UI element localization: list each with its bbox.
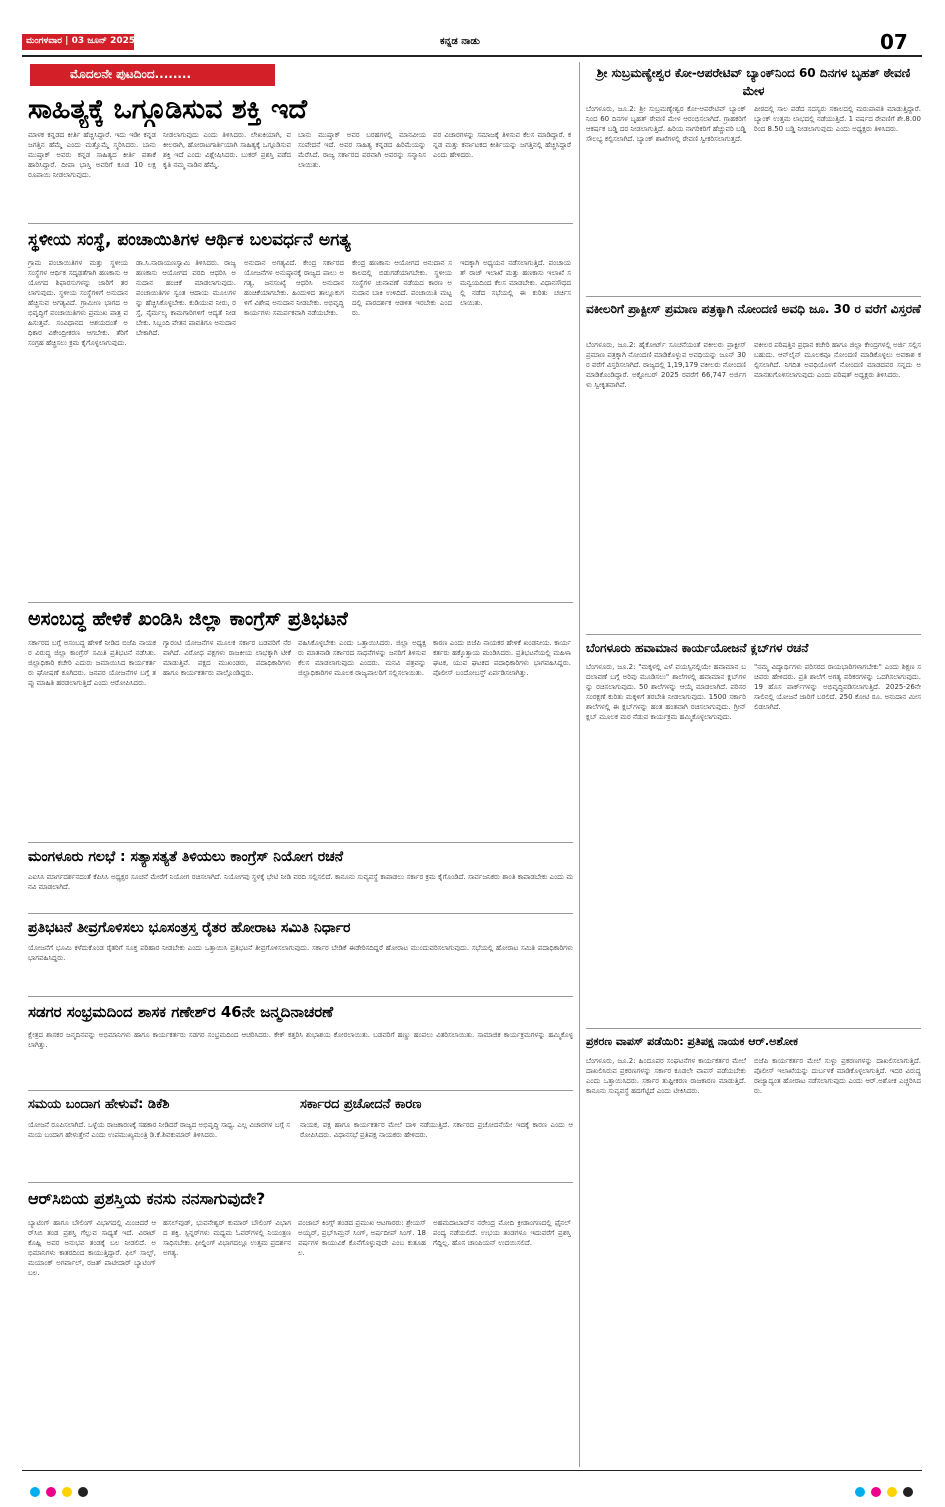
a9-col1: ಬ್ಯಾಟಿಂಗ್ ಹಾಗೂ ಬೌಲಿಂಗ್ ವಿಭಾಗದಲ್ಲಿ ಮಿಂಚಿದರೆ ಆರ್‌ಸಿಬಿ ತಂಡ ಪ್ರಶಸ್ತಿ ಗೆಲ್ಲುವ ಸಾಧ್ಯತೆ ಇದೆ. ವಿರಾಟ್ ಕೊಹ್ಲಿ ಅವರ ಅನುಭವ ತಂಡಕ್ಕೆ ಬಲ ನೀಡಲಿದೆ. ಅಭಿಮಾನಿಗಳು ಕಾತರದಿಂದ ಕಾಯುತ್ತಿದ್ದಾರೆ. ಫಿಲ್ ಸಾಲ್ಟ್, ಮಯಾಂಕ್ ಅಗರ್ವಾಲ್, ರಜತ್ ಪಾಟೀದಾರ್ ಬ್ಯಾಟಿಂಗ್ ಬಲ. bbox=[28, 1219, 156, 1277]
a2-col1: ಗ್ರಾಮ ಪಂಚಾಯಿತಿಗಳ ಮತ್ತು ಸ್ಥಳೀಯ ಸಂಸ್ಥೆಗಳ ಆರ್ಥಿಕ ಸದೃಢತೆಗಾಗಿ ಹಣಕಾಸು ಆಯೋಗದ ಶಿಫಾರಸುಗಳನ್ನು ಜಾರಿಗೆ ತರಲಾಗುವುದು. ಸ್ಥಳೀಯ ಸಂಸ್ಥೆಗಳಿಗೆ ಅನುದಾನ ಹೆಚ್ಚಿಸುವ ಅಗತ್ಯವಿದೆ. ಗ್ರಾಮೀಣ ಭಾಗದ ಅಭಿವೃದ್ಧಿಗೆ ಪಂಚಾಯಿತಿಗಳು ಪ್ರಮುಖ ಪಾತ್ರ ವಹಿಸುತ್ತವೆ. ಸಂವಿಧಾನದ ಆಶಯದಂತೆ ಅಧಿಕಾರ ವಿಕೇಂದ್ರೀಕರಣ ಆಗಬೇಕು. ತೆರಿಗೆ ಸಂಗ್ರಹ ಹೆಚ್ಚಿಸಲು ಕ್ರಮ ಕೈಗೊಳ್ಳಲಾಗುವುದು. bbox=[28, 259, 128, 347]
yellow-mark bbox=[887, 1487, 897, 1497]
a1-col1: ಮಾಳಕ ಕನ್ನಡದ ಕೀರ್ತಿ ಹೆಚ್ಚಿಸಿದ್ದಾರೆ. ಇದು ಇಡೀ ಕನ್ನಡ ಜಗತ್ತಿನ ಹೆಮ್ಮೆ ಎಂದು ಮತ್ತೊಮ್ಮೆ ಸ್ಮರಿಸಿದರು. ಬಾನು ಮುಷ್ತಾಕ್ ಅವರು ಕನ್ನಡ ಸಾಹಿತ್ಯದ ಕೀರ್ತಿ ಪತಾಕೆ ಹಾರಿಸಿದ್ದಾರೆ. ದೀಪಾ ಭಾಸ್ತಿ ಅವರಿಗೆ ಕೂಡ 10 ಲಕ್ಷ ರೂಪಾಯಿ ನೀಡಲಾಗುವುದು. bbox=[28, 131, 156, 179]
a3-col1: ಸರ್ಕಾರದ ಬಗ್ಗೆ ಅಸಂಬದ್ಧ ಹೇಳಿಕೆ ನೀಡಿದ ಬಿಜೆಪಿ ನಾಯಕರ ವಿರುದ್ಧ ಜಿಲ್ಲಾ ಕಾಂಗ್ರೆಸ್ ಸಮಿತಿ ಪ್ರತಿಭಟನೆ ನಡೆಸಿತು. ಜಿಲ್ಲಾಧಿಕಾರಿ ಕಚೇರಿ ಎದುರು ಜಮಾಯಿಸಿದ ಕಾರ್ಯಕರ್ತರು ಘೋಷಣೆ ಕೂಗಿದರು. ಜನಪರ ಯೋಜನೆಗಳ ಬಗ್ಗೆ ತಪ್ಪು ಮಾಹಿತಿ ಹರಡಲಾಗುತ್ತಿದೆ ಎಂದು ಆರೋಪಿಸಿದರು. bbox=[28, 639, 156, 687]
a11-col2: ವಕೀಲರ ಪರಿಷತ್ತಿನ ಪ್ರಧಾನ ಕಚೇರಿ ಹಾಗೂ ಜಿಲ್ಲಾ ಕೇಂದ್ರಗಳಲ್ಲಿ ಅರ್ಜಿ ಸಲ್ಲಿಸಬಹುದು. ಆನ್‌ಲೈನ್ ಮೂಲಕವೂ ನೋಂದಣಿ ಮಾಡಿಕೊಳ್ಳಲು ಅವಕಾಶ ಕಲ್ಪಿಸಲಾಗಿದೆ. ನಿಗದಿತ ಅವಧಿಯೊಳಗೆ ನೋಂದಣಿ ಮಾಡದವರ ಸನ್ನದು ಅಮಾನತುಗೊಳಿಸಲಾಗುವುದು ಎಂದು ಪರಿಷತ್ ಅಧ್ಯಕ್ಷರು ತಿಳಿಸಿದರು. bbox=[754, 341, 921, 379]
masthead-paper-name: ಕನ್ನಡ ನಾಡು bbox=[440, 36, 480, 47]
a9-col2: ಹಸಲ್‌ವುಡ್, ಭುವನೇಶ್ವರ್ ಕುಮಾರ್ ಬೌಲಿಂಗ್ ವಿಭಾಗದ ಶಕ್ತಿ. ಸ್ಪಿನ್ನರ್‌ಗಳು ಮಧ್ಯಮ ಓವರ್‌ಗಳಲ್ಲಿ ನಿಯಂತ್ರಣ ಸಾಧಿಸಬೇಕು. ಫೀಲ್ಡಿಂಗ್ ವಿಭಾಗದಲ್ಲೂ ಉತ್ತಮ ಪ್ರದರ್ಶನ ಅಗತ್ಯ. bbox=[163, 1219, 291, 1257]
a3-col3: ವಹಿಸಿಕೊಳ್ಳಬೇಕು ಎಂದು ಒತ್ತಾಯಿಸಿದರು. ಜಿಲ್ಲಾ ಅಧ್ಯಕ್ಷರು ಮಾತನಾಡಿ ಸರ್ಕಾರದ ಸಾಧನೆಗಳನ್ನು ಜನರಿಗೆ ತಿಳಿಸುವ ಕೆಲಸ ಮಾಡಲಾಗುವುದು ಎಂದರು. ಮನವಿ ಪತ್ರವನ್ನು ಜಿಲ್ಲಾಧಿಕಾರಿಗಳ ಮೂಲಕ ರಾಜ್ಯಪಾಲರಿಗೆ ಸಲ್ಲಿಸಲಾಯಿತು. bbox=[298, 639, 426, 677]
a10-col1: ಬೆಂಗಳೂರು, ಜೂ.2: ಶ್ರೀ ಸುಬ್ರಮಣ್ಯೇಶ್ವರ ಕೋ-ಆಪರೇಟಿವ್ ಬ್ಯಾಂಕ್ ನಿಂದ 60 ದಿನಗಳ ಬೃಹತ್ ಠೇವಣಿ ಮೇಳ ಆರಂಭಿಸಲಾಗಿದೆ. ಗ್ರಾಹಕರಿಗೆ ಆಕರ್ಷಕ ಬಡ್ಡಿ ದರ ನೀಡಲಾಗುತ್ತಿದೆ. ಹಿರಿಯ ನಾಗರಿಕರಿಗೆ ಹೆಚ್ಚುವರಿ ಬಡ್ಡಿ ಸೌಲಭ್ಯ ಕಲ್ಪಿಸಲಾಗಿದೆ. ಬ್ಯಾಂಕ್ ಶಾಖೆಗಳಲ್ಲಿ ಠೇವಣಿ ಸ್ವೀಕರಿಸಲಾಗುತ್ತದೆ. bbox=[586, 105, 746, 143]
a9-col4: ಅಹಮದಾಬಾದ್‌ನ ನರೇಂದ್ರ ಮೋದಿ ಕ್ರೀಡಾಂಗಣದಲ್ಲಿ ಫೈನಲ್ ಪಂದ್ಯ ನಡೆಯಲಿದೆ. ಉಭಯ ತಂಡಗಳೂ ಇದುವರೆಗೆ ಪ್ರಶಸ್ತಿ ಗೆದ್ದಿಲ್ಲ. ಹೊಸ ಚಾಂಪಿಯನ್ ಉದಯಿಸಲಿದೆ. bbox=[433, 1219, 571, 1247]
a2-col5: ಇದಕ್ಕಾಗಿ ಅಧ್ಯಯನ ನಡೆಸಲಾಗುತ್ತಿದೆ. ಪಂಚಾಯತ್ ರಾಜ್ ಇಲಾಖೆ ಮತ್ತು ಹಣಕಾಸು ಇಲಾಖೆ ಸಮನ್ವಯದಿಂದ ಕೆಲಸ ಮಾಡಬೇಕು. ವಿಧಾನಸೌಧದಲ್ಲಿ ನಡೆದ ಸಭೆಯಲ್ಲಿ ಈ ಕುರಿತು ಚರ್ಚಿಸಲಾಯಿತು. bbox=[460, 259, 571, 307]
a1-col4: ಪರ ವಿಚಾರಗಳನ್ನು ಸಮಾಜಕ್ಕೆ ತಿಳಿಸುವ ಕೆಲಸ ಮಾಡಿದ್ದಾರೆ. ಕನ್ನಡ ಮತ್ತು ಕರ್ನಾಟಕದ ಕೀರ್ತಿಯನ್ನು ಜಗತ್ತಿನಲ್ಲಿ ಹೆಚ್ಚಿಸಿದ್ದಾರೆ ಎಂದು ಹೇಳಿದರು. bbox=[433, 131, 571, 159]
a3-headline: ಅಸಂಬದ್ಧ ಹೇಳಿಕೆ ಖಂಡಿಸಿ ಜಿಲ್ಲಾ ಕಾಂಗ್ರೆಸ್ ಪ್ರತಿಭಟನೆ bbox=[28, 608, 348, 630]
divider bbox=[586, 296, 921, 297]
a9-col3: ಪಂಜಾಬ್ ಕಿಂಗ್ಸ್ ತಂಡದ ಪ್ರಮುಖ ಆಟಗಾರರು: ಶ್ರೇಯಸ್ ಅಯ್ಯರ್, ಪ್ರಭ್‌ಸಿಮ್ರನ್ ಸಿಂಗ್, ಅರ್ಷದೀಪ್ ಸಿಂಗ್. 18 ವರ್ಷಗಳ ಕಾಯುವಿಕೆ ಕೊನೆಗೊಳ್ಳುವುದೇ ಎಂಬ ಕುತೂಹಲ. bbox=[298, 1219, 426, 1257]
magenta-mark bbox=[46, 1487, 56, 1497]
a2-headline: ಸ್ಥಳೀಯ ಸಂಸ್ಥೆ, ಪಂಚಾಯಿತಿಗಳ ಆರ್ಥಿಕ ಬಲವರ್ಧನೆ ಅಗತ್ಯ bbox=[28, 230, 351, 250]
black-mark bbox=[78, 1487, 88, 1497]
a1-headline: ಸಾಹಿತ್ಯಕ್ಕೆ ಒಗ್ಗೂಡಿಸುವ ಶಕ್ತಿ ಇದೆ bbox=[28, 94, 308, 125]
a7-body: ಯೋಜನೆ ರೂಪಿಸಲಾಗಿದೆ. ಒಳ್ಳೆಯ ರಾಜಕಾರಣಕ್ಕೆ ಸಹಕಾರ ನೀಡಿದರೆ ರಾಜ್ಯದ ಅಭಿವೃದ್ಧಿ ಸಾಧ್ಯ. ಎಲ್ಲ ವಿಚಾರಗಳ ಬಗ್ಗೆ ಸಮಯ ಬಂದಾಗ ಹೇಳುತ್ತೇನೆ ಎಂದು ಉಪಮುಖ್ಯಮಂತ್ರಿ ಡಿ.ಕೆ.ಶಿವಕುಮಾರ್ ತಿಳಿಸಿದರು. bbox=[28, 1121, 290, 1139]
masthead-rule bbox=[22, 55, 922, 57]
cyan-mark bbox=[30, 1487, 40, 1497]
footer-rule bbox=[22, 1470, 922, 1471]
divider bbox=[28, 842, 573, 843]
divider bbox=[28, 223, 573, 224]
a11-col1: ಬೆಂಗಳೂರು, ಜೂ.2: ಹೈಕೋರ್ಟ್ ಸೂಚನೆಯಂತೆ ವಕೀಲರು ಪ್ರಾಕ್ಟೀಸ್ ಪ್ರಮಾಣ ಪತ್ರಕ್ಕಾಗಿ ನೋಂದಣಿ ಮಾಡಿಕೊಳ್ಳುವ ಅವಧಿಯನ್ನು ಜೂನ್ 30ರ ವರೆಗೆ ವಿಸ್ತರಿಸಲಾಗಿದೆ. ರಾಜ್ಯದಲ್ಲಿ 1,19,179 ವಕೀಲರು ನೋಂದಣಿ ಮಾಡಿಕೊಂಡಿದ್ದಾರೆ. ಅಕ್ಟೋಬರ್ 2025 ರವರೆಗೆ 66,747 ಅರ್ಜಿಗಳು ಸ್ವೀಕೃತವಾಗಿವೆ. bbox=[586, 341, 746, 389]
a13-col1: ಬೆಂಗಳೂರು, ಜೂ.2: ಹಿಂದೂಪರ ಸಂಘಟನೆಗಳ ಕಾರ್ಯಕರ್ತರ ಮೇಲೆ ದಾಖಲಿಸಿರುವ ಪ್ರಕರಣಗಳನ್ನು ಸರ್ಕಾರ ಕೂಡಲೇ ವಾಪಸ್ ಪಡೆಯಬೇಕು ಎಂದು ಒತ್ತಾಯಿಸಿದರು. ಸರ್ಕಾರ ತುಷ್ಟೀಕರಣ ರಾಜಕಾರಣ ಮಾಡುತ್ತಿದೆ. ಕಾನೂನು ಸುವ್ಯವಸ್ಥೆ ಹದಗೆಟ್ಟಿದೆ ಎಂದು ಟೀಕಿಸಿದರು. bbox=[586, 1057, 746, 1095]
a3-col4: ಕಾರಣ ಎಂದು ಬಿಜೆಪಿ ನಾಯಕರ ಹೇಳಿಕೆ ಖಂಡನೀಯ. ಕಾರ್ಯಕರ್ತರು ಹಕ್ಕೊತ್ತಾಯ ಮಂಡಿಸಿದರು. ಪ್ರತಿಭಟನೆಯಲ್ಲಿ ಮಹಿಳಾ ಘಟಕ, ಯುವ ಘಟಕದ ಪದಾಧಿಕಾರಿಗಳು ಭಾಗವಹಿಸಿದ್ದರು. ಪೊಲೀಸ್ ಬಂದೋಬಸ್ತ್ ಏರ್ಪಡಿಸಲಾಗಿತ್ತು. bbox=[433, 639, 571, 677]
color-registration-marks-right bbox=[855, 1482, 919, 1501]
a3-col2: ಗ್ಯಾರಂಟಿ ಯೋಜನೆಗಳ ಮೂಲಕ ಸರ್ಕಾರ ಬಡವರಿಗೆ ನೆರವಾಗಿದೆ. ವಿರೋಧ ಪಕ್ಷಗಳು ರಾಜಕೀಯ ಲಾಭಕ್ಕಾಗಿ ಟೀಕೆ ಮಾಡುತ್ತಿವೆ. ಪಕ್ಷದ ಮುಖಂಡರು, ಪದಾಧಿಕಾರಿಗಳು ಹಾಗೂ ಕಾರ್ಯಕರ್ತರು ಪಾಲ್ಗೊಂಡಿದ್ದರು. bbox=[163, 639, 291, 677]
a13-headline: ಪ್ರಕರಣ ವಾಪಸ್ ಪಡೆಯಿರಿ: ಪ್ರತಿಪಕ್ಷ ನಾಯಕ ಆರ್.ಅಶೋಕ bbox=[586, 1035, 798, 1048]
a10-col2: ಪೀಠದಲ್ಲಿ ಸಾಲ ಪಡೆದ ಸದಸ್ಯರು ಸಕಾಲದಲ್ಲಿ ಮರುಪಾವತಿ ಮಾಡುತ್ತಿದ್ದಾರೆ. ಬ್ಯಾಂಕ್ ಉತ್ತಮ ಲಾಭದಲ್ಲಿ ನಡೆಯುತ್ತಿದೆ. 1 ವರ್ಷದ ಠೇವಣಿಗೆ ಶೇ.8.00 ರಿಂದ 8.50 ಬಡ್ಡಿ ನೀಡಲಾಗುವುದು ಎಂದು ಅಧ್ಯಕ್ಷರು ತಿಳಿಸಿದರು. bbox=[754, 105, 921, 133]
yellow-mark bbox=[62, 1487, 72, 1497]
a6-headline: ಸಡಗರ ಸಂಭ್ರಮದಿಂದ ಶಾಸಕ ಗಣೇಶ್‌ರ 46ನೇ ಜನ್ಮದಿನಾಚರಣೆ bbox=[28, 1003, 334, 1021]
a6-body: ಕ್ಷೇತ್ರದ ಶಾಸಕರ ಜನ್ಮದಿನವನ್ನು ಅಭಿಮಾನಿಗಳು ಹಾಗೂ ಕಾರ್ಯಕರ್ತರು ಸಡಗರ ಸಂಭ್ರಮದಿಂದ ಆಚರಿಸಿದರು. ಕೇಕ್ ಕತ್ತರಿಸಿ ಶುಭಾಶಯ ಕೋರಲಾಯಿತು. ಬಡವರಿಗೆ ಹಣ್ಣು ಹಂಪಲು ವಿತರಿಸಲಾಯಿತು. ಸಾಮಾಜಿಕ ಕಾರ್ಯಕ್ರಮಗಳನ್ನು ಹಮ್ಮಿಕೊಳ್ಳಲಾಗಿತ್ತು. bbox=[28, 1031, 573, 1049]
a2-col4: ಕೇಂದ್ರ ಹಣಕಾಸು ಆಯೋಗದ ಅನುದಾನ ಸಕಾಲದಲ್ಲಿ ಬಿಡುಗಡೆಯಾಗಬೇಕು. ಸ್ಥಳೀಯ ಸಂಸ್ಥೆಗಳ ಚುನಾವಣೆ ನಡೆಯದ ಕಾರಣ ಅನುದಾನ ಬಾಕಿ ಉಳಿದಿದೆ. ಪಂಚಾಯಿತಿ ಮಟ್ಟದಲ್ಲಿ ಪಾರದರ್ಶಕ ಆಡಳಿತ ಇರಬೇಕು ಎಂದರು. bbox=[352, 259, 452, 317]
a8-body: ನಾಯಕ, ಪಕ್ಷ ಹಾಗೂ ಕಾರ್ಯಕರ್ತರ ಮೇಲೆ ದಾಳಿ ನಡೆಯುತ್ತಿದೆ. ಸರ್ಕಾರದ ಪ್ರಚೋದನೆಯೇ ಇದಕ್ಕೆ ಕಾರಣ ಎಂದು ಆರೋಪಿಸಿದರು. ವಿಧಾನಸಭೆ ಪ್ರತಿಪಕ್ಷ ನಾಯಕರು ಹೇಳಿದರು. bbox=[300, 1121, 573, 1139]
divider bbox=[28, 1182, 573, 1183]
cyan-mark bbox=[855, 1487, 865, 1497]
a8-headline: ಸರ್ಕಾರದ ಪ್ರಚೋದನೆ ಕಾರಣ bbox=[300, 1097, 422, 1112]
a4-body: ಎಐಸಿಸಿ ಮಾರ್ಗದರ್ಶನದಂತೆ ಕೆಪಿಸಿಸಿ ಅಧ್ಯಕ್ಷರ ಸೂಚನೆ ಮೇರೆಗೆ ನಿಯೋಗ ರಚಿಸಲಾಗಿದೆ. ನಿಯೋಗವು ಸ್ಥಳಕ್ಕೆ ಭೇಟಿ ನೀಡಿ ವರದಿ ಸಲ್ಲಿಸಲಿದೆ. ಕಾನೂನು ಸುವ್ಯವಸ್ಥೆ ಕಾಪಾಡಲು ಸರ್ಕಾರ ಕ್ರಮ ಕೈಗೊಂಡಿದೆ. ಸಾರ್ವಜನಿಕರು ಶಾಂತಿ ಕಾಪಾಡಬೇಕು ಎಂದು ಮನವಿ ಮಾಡಲಾಗಿದೆ. bbox=[28, 873, 573, 891]
a4-headline: ಮಂಗಳೂರು ಗಲಭೆ : ಸತ್ಯಾಸತ್ಯತೆ ತಿಳಿಯಲು ಕಾಂಗ್ರೆಸ್ ನಿಯೋಗ ರಚನೆ bbox=[28, 849, 344, 865]
kicker: ಮೊದಲನೇ ಪುಟದಿಂದ........ bbox=[70, 67, 192, 81]
column-separator bbox=[579, 62, 580, 1467]
a1-col2: ನೀಡಲಾಗುವುದು ಎಂದು ತಿಳಿಸಿದರು. ಲೇಖಕಿಯಾಗಿ, ವಕೀಲರಾಗಿ, ಹೋರಾಟಗಾರ್ತಿಯಾಗಿ ಸಾಹಿತ್ಯಕ್ಕೆ ಒಗ್ಗೂಡಿಸುವ ಶಕ್ತಿ ಇದೆ ಎಂದು ವಿಶ್ಲೇಷಿಸಿದರು. ಬುಕರ್ ಪ್ರಶಸ್ತಿ ಪಡೆದ ಕೃತಿ ನಮ್ಮ ನಾಡಿನ ಹೆಮ್ಮೆ. bbox=[163, 131, 291, 169]
a12-col1: ಬೆಂಗಳೂರು, ಜೂ.2: "ಮಕ್ಕಳಲ್ಲಿ ಎಳೆ ವಯಸ್ಸಿನಲ್ಲಿಯೇ ಹವಾಮಾನ ಬದಲಾವಣೆ ಬಗ್ಗೆ ಅರಿವು ಮೂಡಿಸಲು" ಶಾಲೆಗಳಲ್ಲಿ ಹವಾಮಾನ ಕ್ಲಬ್‌ಗಳನ್ನು ರಚಿಸಲಾಗುವುದು. 50 ಶಾಲೆಗಳನ್ನು ಆಯ್ಕೆ ಮಾಡಲಾಗಿದೆ. ಪರಿಸರ ಸಂರಕ್ಷಣೆ ಕುರಿತು ಮಕ್ಕಳಿಗೆ ತರಬೇತಿ ನೀಡಲಾಗುವುದು. 1500 ಸರ್ಕಾರಿ ಶಾಲೆಗಳಲ್ಲಿ ಈ ಕ್ಲಬ್‌ಗಳನ್ನು ಹಂತ ಹಂತವಾಗಿ ರಚಿಸಲಾಗುವುದು. ಗ್ರೀನ್ ಕ್ಲಬ್ ಮೂಲಕ ಮರ ನೆಡುವ ಕಾರ್ಯಕ್ರಮ ಹಮ್ಮಿಕೊಳ್ಳಲಾಗುವುದು. bbox=[586, 663, 746, 721]
divider bbox=[28, 1090, 573, 1091]
magenta-mark bbox=[871, 1487, 881, 1497]
a11-headline: ವಕೀಲರಿಗೆ ಪ್ರಾಕ್ಟೀಸ್ ಪ್ರಮಾಣ ಪತ್ರಕ್ಕಾಗಿ ನೋಂದಣಿ ಅವಧಿ ಜೂ. 30 ರ ವರೆಗೆ ವಿಸ್ತರಣೆ bbox=[586, 302, 921, 316]
a9-headline: ಆರ್‌ಸಿಬಿಯ ಪ್ರಶಸ್ತಿಯ ಕನಸು ನನಸಾಗುವುದೇ? bbox=[28, 1189, 266, 1208]
masthead-date: ಮಂಗಳವಾರ | 03 ಜೂನ್ 2025 bbox=[26, 36, 136, 46]
a2-col2: ಡಾ.ಸಿ.ನಾರಾಯಣಸ್ವಾಮಿ ತಿಳಿಸಿದರು. ರಾಜ್ಯ ಹಣಕಾಸು ಆಯೋಗದ ವರದಿ ಆಧರಿಸಿ ಅನುದಾನ ಹಂಚಿಕೆ ಮಾಡಲಾಗುವುದು. ಪಂಚಾಯಿತಿಗಳ ಸ್ವಂತ ಆದಾಯ ಮೂಲಗಳನ್ನು ಹೆಚ್ಚಿಸಿಕೊಳ್ಳಬೇಕು. ಕುಡಿಯುವ ನೀರು, ರಸ್ತೆ, ನೈರ್ಮಲ್ಯ ಕಾಮಗಾರಿಗಳಿಗೆ ಆದ್ಯತೆ ನೀಡಬೇಕು. ಸಿಬ್ಬಂದಿ ವೇತನ ಪಾವತಿಗೂ ಅನುದಾನ ಬೇಕಾಗಿದೆ. bbox=[136, 259, 236, 337]
page-number: 07 bbox=[880, 30, 908, 54]
divider bbox=[28, 913, 573, 914]
a5-body: ಯೋಜನೆಗೆ ಭೂಮಿ ಕಳೆದುಕೊಂಡ ರೈತರಿಗೆ ಸೂಕ್ತ ಪರಿಹಾರ ನೀಡಬೇಕು ಎಂದು ಒತ್ತಾಯಿಸಿ ಪ್ರತಿಭಟನೆ ತೀವ್ರಗೊಳಿಸಲಾಗುವುದು. ಸರ್ಕಾರ ಬೇಡಿಕೆ ಈಡೇರಿಸದಿದ್ದರೆ ಹೋರಾಟ ಮುಂದುವರಿಸಲಾಗುವುದು. ಸಭೆಯಲ್ಲಿ ಹೋರಾಟ ಸಮಿತಿ ಪದಾಧಿಕಾರಿಗಳು ಭಾಗವಹಿಸಿದ್ದರು. bbox=[28, 944, 573, 962]
divider bbox=[28, 996, 573, 997]
a2-col3: ಅನುದಾನ ಅಗತ್ಯವಿದೆ. ಕೇಂದ್ರ ಸರ್ಕಾರದ ಯೋಜನೆಗಳ ಅನುಷ್ಠಾನಕ್ಕೆ ರಾಜ್ಯದ ಪಾಲು ಅಗತ್ಯ. ಜನಸಂಖ್ಯೆ ಆಧರಿಸಿ ಅನುದಾನ ಹಂಚಿಕೆಯಾಗಬೇಕು. ಹಿಂದುಳಿದ ತಾಲ್ಲೂಕುಗಳಿಗೆ ವಿಶೇಷ ಅನುದಾನ ನೀಡಬೇಕು. ಅಭಿವೃದ್ಧಿ ಕಾರ್ಯಗಳು ಸಮರ್ಪಕವಾಗಿ ನಡೆಯಬೇಕು. bbox=[244, 259, 344, 317]
a5-headline: ಪ್ರತಿಭಟನೆ ತೀವ್ರಗೊಳಿಸಲು ಭೂಸಂತ್ರಸ್ತ ರೈತರ ಹೋರಾಟ ಸಮಿತಿ ನಿರ್ಧಾರ bbox=[28, 920, 351, 936]
a7-headline: ಸಮಯ ಬಂದಾಗ ಹೇಳುವೆ: ಡಿಕೆಶಿ bbox=[28, 1097, 170, 1112]
a10-headline: ಶ್ರೀ ಸುಬ್ರಮಣ್ಯೇಶ್ವರ ಕೋ-ಆಪರೇಟಿವ್ ಬ್ಯಾಂಕ್‌ನಿಂದ 60 ದಿನಗಳ ಬೃಹತ್ ಠೇವಣಿ ಮೇಳ bbox=[596, 66, 911, 98]
a13-col2: ಬಿಜೆಪಿ ಕಾರ್ಯಕರ್ತರ ಮೇಲೆ ಸುಳ್ಳು ಪ್ರಕರಣಗಳನ್ನು ದಾಖಲಿಸಲಾಗುತ್ತಿದೆ. ಪೊಲೀಸ್ ಇಲಾಖೆಯನ್ನು ದುರ್ಬಳಕೆ ಮಾಡಿಕೊಳ್ಳಲಾಗುತ್ತಿದೆ. ಇದರ ವಿರುದ್ಧ ರಾಜ್ಯಾದ್ಯಂತ ಹೋರಾಟ ನಡೆಸಲಾಗುವುದು ಎಂದು ಆರ್.ಅಶೋಕ ಎಚ್ಚರಿಸಿದರು. bbox=[754, 1057, 921, 1095]
black-mark bbox=[903, 1487, 913, 1497]
divider bbox=[586, 1028, 921, 1029]
a1-col3: ಬಾನು ಮುಷ್ತಾಕ್ ಅವರ ಬರಹಗಳಲ್ಲಿ ಮಾನವೀಯ ಸಂವೇದನೆ ಇದೆ. ಅವರ ಸಾಹಿತ್ಯ ಕನ್ನಡದ ಹಿರಿಮೆಯನ್ನು ಮೆರೆಸಿದೆ. ರಾಜ್ಯ ಸರ್ಕಾರದ ಪರವಾಗಿ ಅವರನ್ನು ಸನ್ಮಾನಿಸಲಾಯಿತು. bbox=[298, 131, 426, 169]
color-registration-marks-left bbox=[30, 1482, 94, 1501]
a12-headline: ಬೆಂಗಳೂರು ಹವಾಮಾನ ಕಾರ್ಯಯೋಜನೆ ಕ್ಲಬ್‌ಗಳ ರಚನೆ bbox=[586, 641, 809, 655]
divider bbox=[28, 602, 573, 603]
a12-col2: "ನಮ್ಮ ವಿದ್ಯಾರ್ಥಿಗಳು ಪರಿಸರದ ರಾಯಭಾರಿಗಳಾಗಬೇಕು" ಎಂದು ಶಿಕ್ಷಣ ಸಚಿವರು ಹೇಳಿದರು. ಪ್ರತಿ ಶಾಲೆಗೆ ಅಗತ್ಯ ಪರಿಕರಗಳನ್ನು ಒದಗಿಸಲಾಗುವುದು. 19 ಹೊಸ ಪಾರ್ಕ್‌ಗಳನ್ನು ಅಭಿವೃದ್ಧಿಪಡಿಸಲಾಗುತ್ತಿದೆ. 2025-26ನೇ ಸಾಲಿನಲ್ಲಿ ಯೋಜನೆ ಜಾರಿಗೆ ಬರಲಿದೆ. 250 ಕೋಟಿ ರೂ. ಅನುದಾನ ಮೀಸಲಿಡಲಾಗಿದೆ. bbox=[754, 663, 921, 711]
divider bbox=[586, 634, 921, 635]
